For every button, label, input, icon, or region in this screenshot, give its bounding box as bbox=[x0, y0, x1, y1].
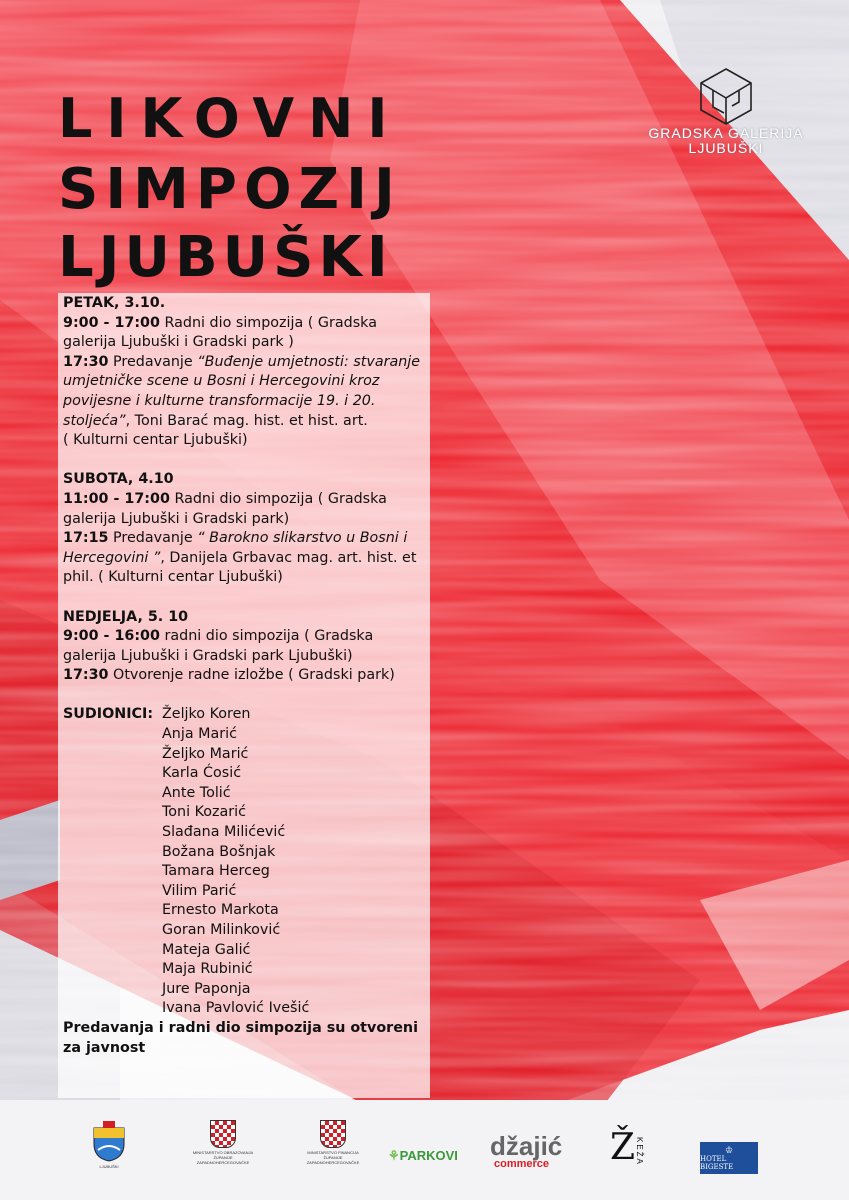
participant: Ernesto Markota bbox=[162, 902, 279, 919]
participant: Vilim Parić bbox=[162, 882, 237, 899]
keza-logo: Ž KEŽA bbox=[610, 1127, 645, 1168]
participant: Ivana Pavlović Ivešić bbox=[162, 1000, 310, 1017]
participant: Anja Marić bbox=[162, 726, 237, 743]
venue: ( Kulturni centar Ljubuški) bbox=[63, 432, 248, 449]
ljubuski-coat-of-arms-logo: LJUBUŠKI bbox=[92, 1120, 126, 1169]
participant: Maja Rubinić bbox=[162, 961, 253, 978]
participant: Mateja Galić bbox=[162, 941, 251, 958]
croatian-checkerboard-icon bbox=[320, 1120, 346, 1148]
dzajic-commerce-logo: džajić commerce bbox=[490, 1131, 563, 1170]
ministarstvo-obrazovanja-logo: MINISTARSTVO OBRAZOVANJA ŽUPANIJE ZAPADNOHERCEGOVAČKE bbox=[190, 1120, 256, 1165]
title-line-3: LJUBUŠKI bbox=[58, 225, 393, 290]
gallery-name-line-2: LJUBUŠKI bbox=[688, 140, 764, 156]
leaf-icon: ⚘ bbox=[388, 1148, 400, 1163]
croatian-checkerboard-icon bbox=[210, 1120, 236, 1148]
participant: Slađana Milićević bbox=[162, 824, 286, 841]
schedule-entry: 9:00 - 17:00 Radni dio simpozija ( Gradska galerija Ljubuški i Gradski park ) bbox=[63, 314, 377, 351]
participants bbox=[63, 705, 428, 1019]
parkovi-logo: ⚘PARKOVI bbox=[388, 1148, 458, 1163]
participant: Goran Milinković bbox=[162, 922, 281, 938]
ministarstvo-financija-logo: MINISTARSTVO FINANCIJA ŽUPANIJE ZAPADNOHERCEGOVAČKE bbox=[300, 1120, 366, 1165]
gradska-galerija-logo bbox=[646, 66, 806, 156]
hotel-bigeste-logo: ♔ HOTEL BIGESTE bbox=[700, 1142, 758, 1174]
coat-of-arms-icon bbox=[92, 1120, 126, 1162]
title-line-2: SIMPOZIJ bbox=[58, 157, 402, 222]
participant: Božana Bošnjak bbox=[162, 843, 276, 860]
lecture-title: “Buđenje umjetnosti: stvaranje umjetničke scene u Bosni i Hercegovini kroz povijesne i kulturne transformacije 19. i 20. stoljeća” bbox=[63, 353, 421, 429]
day-heading: SUBOTA, 4.10 bbox=[63, 471, 174, 488]
participants-list bbox=[162, 705, 309, 1019]
participant: Željko Koren bbox=[162, 706, 251, 723]
schedule-entry: 11:00 - 17:00 Radni dio simpozija ( Gradska galerija Ljubuški i Gradski park) bbox=[63, 490, 387, 527]
schedule-entry: 17:30 Otvorenje radne izložbe ( Gradski park) bbox=[63, 667, 395, 684]
crown-icon: ♔ bbox=[724, 1144, 734, 1155]
title-line-1: LIKOVNI bbox=[58, 87, 402, 150]
public-note: Predavanja i radni dio simpozija su otvoreni za javnost bbox=[63, 1019, 418, 1056]
participant: Jure Paponja bbox=[162, 980, 251, 997]
gallery-cube-icon bbox=[696, 66, 756, 126]
participants-label: SUDIONICI: bbox=[63, 706, 154, 723]
lecture-title: “ Barokno slikarstvo u Bosni i Hercegovini ” bbox=[63, 530, 408, 566]
participant: Toni Kozarić bbox=[162, 804, 247, 821]
participant: Tamara Herceg bbox=[162, 863, 270, 880]
participant: Željko Marić bbox=[162, 745, 249, 762]
day-heading: NEDJELJA, 5. 10 bbox=[63, 608, 189, 625]
sponsor-logos bbox=[0, 1120, 849, 1190]
gallery-name-line-1: GRADSKA GALERIJA bbox=[648, 125, 804, 141]
schedule-entry: 9:00 - 16:00 radni dio simpozija ( Gradska galerija Ljubuški i Gradski park Ljubuški) bbox=[63, 628, 374, 664]
participant: Ante Tolić bbox=[162, 784, 231, 801]
day-heading: PETAK, 3.10. bbox=[63, 295, 166, 311]
schedule-entry: 17:30 Predavanje “Buđenje umjetnosti: stvaranje umjetničke scene u Bosni i Hercegovini kroz povijesne i kulturne transformacije 19. i 20. stoljeća”, Toni Barać mag. hist. et hist. art. bbox=[63, 353, 421, 429]
participant: Karla Ćosić bbox=[162, 765, 242, 782]
schedule-entry: 17:15 Predavanje “ Barokno slikarstvo u Bosni i Hercegovini ”, Danijela Grbavac mag. art. hist. et phil. ( Kulturni centar Ljubuški) bbox=[63, 530, 417, 586]
program-text bbox=[63, 294, 428, 1058]
